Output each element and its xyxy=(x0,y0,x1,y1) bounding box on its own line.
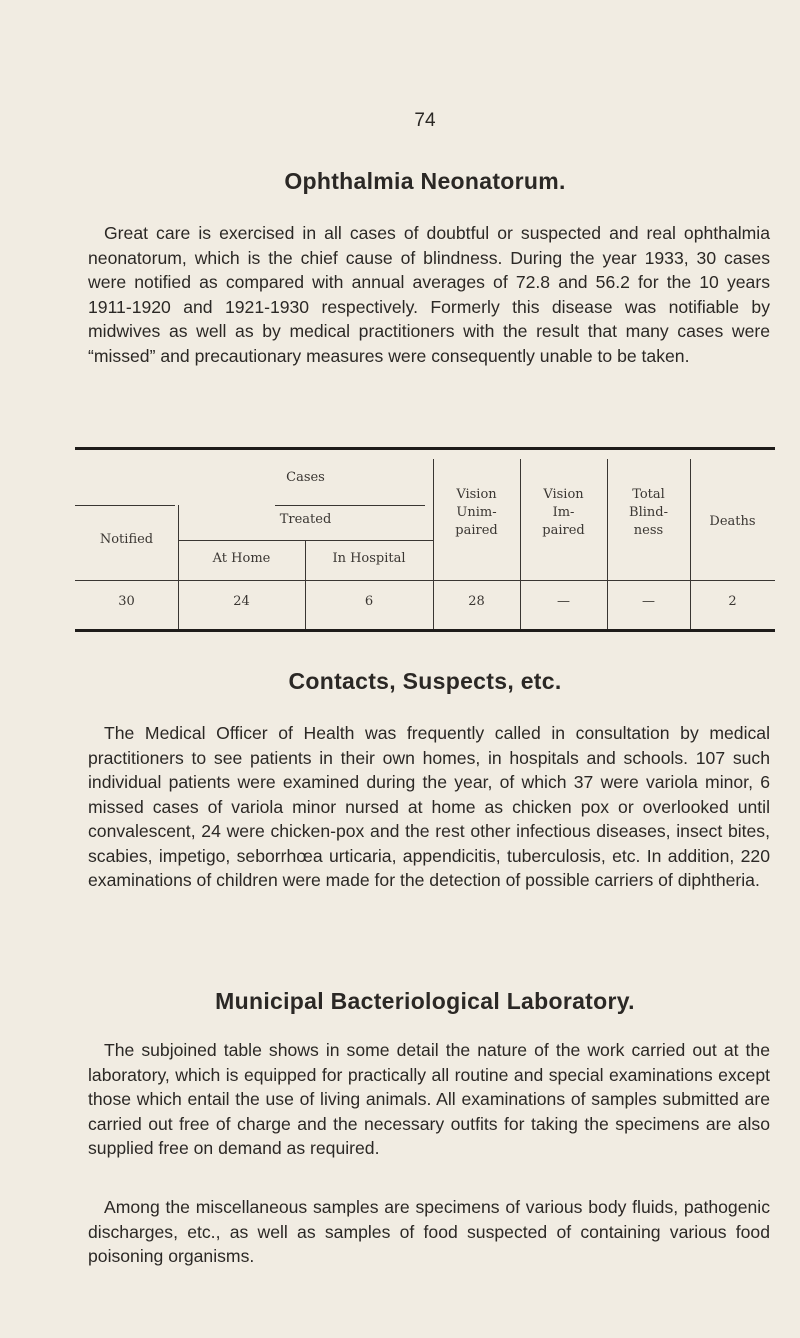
paragraph-contacts: The Medical Officer of Health was frequently called in consultation by medical practitioners to see patients in their own homes, in hospitals and schools. 107 such individual patients were examined during the year, of which 37 were variola minor, 6 missed cases of variola minor nursed at home as chicken pox or overlooked until convalescent, 24 were chicken-pox and the rest other infectious diseases, insect bites, scabies, impetigo, seborrhœa urticaria, appendicitis, tuberculosis, etc. In addition, 220 examinations of children were made for the detection of possible carriers of diphtheria. xyxy=(88,723,770,890)
header-notified: Notified xyxy=(99,532,154,547)
section-title-contacts: Contacts, Suspects, etc. xyxy=(288,668,562,694)
header-vision-unimpaired: Vision Unim- paired xyxy=(455,487,498,538)
cell-in-hospital: 6 xyxy=(364,594,374,609)
divider-header xyxy=(75,580,775,581)
paragraph-laboratory-2: Among the miscellaneous samples are specimens of various body fluids, pathogenic discharges, etc., as well as samples of food suspected of containing various food poisoning organisms. xyxy=(88,1197,770,1266)
ophthalmia-table xyxy=(75,447,775,635)
cell-total-blindness: — xyxy=(642,594,655,609)
paragraph-laboratory-1: The subjoined table shows in some detail the nature of the work carried out at the laboratory, which is equipped for practically all routine and special examinations except those which entail the use of living animals. All examinations of samples submitted are carried out free of charge and the necessary outfits for taking the specimens are also supplied free on demand as required. xyxy=(88,1040,770,1158)
cell-deaths: 2 xyxy=(728,594,737,609)
divider-cases xyxy=(275,505,425,506)
cell-at-home: 24 xyxy=(233,594,250,609)
section-title-ophthalmia: Ophthalmia Neonatorum. xyxy=(284,168,566,194)
header-treated: Treated xyxy=(279,512,332,527)
header-vision-impaired: Vision Im- paired xyxy=(542,487,585,538)
table-bottom-rule xyxy=(75,629,775,632)
section-title-laboratory: Municipal Bacteriological Laboratory. xyxy=(215,988,635,1014)
header-at-home: At Home xyxy=(212,551,271,566)
header-cases: Cases xyxy=(286,470,325,485)
cell-vision-impaired: — xyxy=(557,594,570,609)
header-total-blindness: Total Blind- ness xyxy=(629,487,668,538)
table-top-rule xyxy=(75,447,775,450)
header-in-hospital: In Hospital xyxy=(332,551,406,566)
cell-notified: 30 xyxy=(118,594,135,609)
page-number: 74 xyxy=(414,110,436,131)
cell-vision-unimpaired: 28 xyxy=(468,594,485,609)
divider-left xyxy=(75,505,175,506)
header-deaths: Deaths xyxy=(709,514,756,529)
paragraph-ophthalmia: Great care is exercised in all cases of doubtful or suspected and real ophthalmia neonatorum, which is the chief cause of blindness. During the year 1933, 30 cases were notified as compared with annual averages of 72.8 and 56.2 for the 10 years 1911-1920 and 1921-1930 respectively. Formerly this disease was notifiable by midwives as well as by medical practitioners with the result that many cases were “missed” and precautionary measures were consequently unable to be taken. xyxy=(88,223,770,366)
